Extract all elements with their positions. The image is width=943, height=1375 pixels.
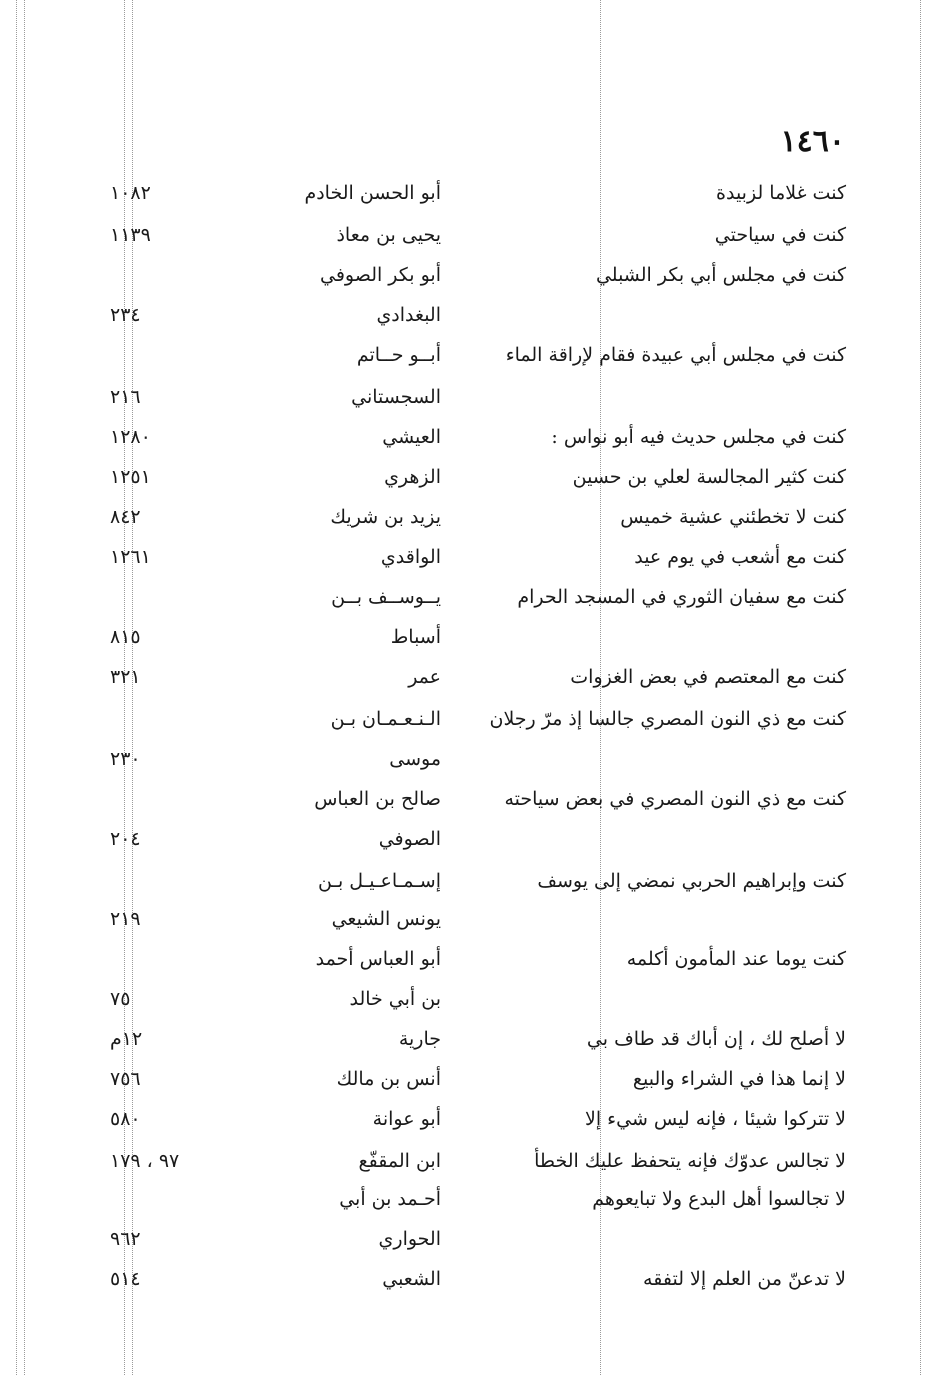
index-row — [0, 1224, 943, 1254]
index-row — [0, 340, 943, 370]
index-reference-number: ١٢م — [110, 1028, 143, 1050]
index-row — [0, 784, 943, 814]
index-row — [0, 1264, 943, 1294]
index-reference-number: ٢١٦ — [110, 386, 141, 408]
index-attribution: يحيى بن معاذ — [336, 224, 441, 246]
index-reference-number: ١٢٦١ — [110, 546, 151, 568]
index-row — [0, 824, 943, 854]
index-row — [0, 502, 943, 532]
index-phrase: كنت كثير المجالسة لعلي بن حسين — [572, 466, 846, 488]
index-reference-number: ٨٤٢ — [110, 506, 141, 528]
index-phrase: كنت في سياحتي — [714, 224, 846, 246]
index-reference-number: ١٢٨٠ — [110, 426, 151, 448]
index-phrase: لا إنما هذا في الشراء والبيع — [632, 1068, 846, 1090]
index-attribution: جارية — [398, 1028, 441, 1050]
index-reference-number: ٩٧ ، ١٧٩ — [110, 1150, 180, 1172]
index-phrase: كنت مع سفيان الثوري في المسجد الحرام — [517, 586, 846, 608]
index-row — [0, 422, 943, 452]
index-phrase: كنت وإبراهيم الحربي نمضي إلى يوسف — [537, 870, 846, 892]
index-attribution: البغدادي — [376, 304, 441, 326]
index-reference-number: ٧٥٦ — [110, 1068, 141, 1090]
index-attribution: أبو بكر الصوفي — [319, 264, 441, 286]
index-attribution: أنس بن مالك — [336, 1068, 441, 1090]
index-reference-number: ٢٠٤ — [110, 828, 141, 850]
index-phrase: كنت في مجلس أبي عبيدة فقام لإراقة الماء — [505, 344, 846, 366]
index-row — [0, 704, 943, 734]
index-attribution: العيشي — [382, 426, 441, 448]
index-phrase: لا تتركوا شيئا ، فإنه ليس شيء إلا — [585, 1108, 846, 1130]
index-attribution: الزهري — [384, 466, 441, 488]
index-row — [0, 984, 943, 1014]
index-row — [0, 178, 943, 208]
index-attribution: يــوســف بــن — [331, 586, 441, 608]
index-attribution: أسباط — [390, 626, 441, 648]
index-reference-number: ٩٦٢ — [110, 1228, 141, 1250]
index-row — [0, 260, 943, 290]
index-row — [0, 462, 943, 492]
index-row — [0, 944, 943, 974]
index-reference-number: ١١٣٩ — [110, 224, 151, 246]
index-reference-number: ٢٣٤ — [110, 304, 141, 326]
index-reference-number: ١٠٨٢ — [110, 182, 151, 204]
index-row — [0, 1024, 943, 1054]
index-phrase: لا تدعنّ من العلم إلا لتفقه — [643, 1268, 846, 1290]
index-attribution: عمر — [408, 666, 441, 688]
index-row — [0, 1184, 943, 1214]
index-reference-number: ٥٨٠ — [110, 1108, 141, 1130]
index-row — [0, 744, 943, 774]
index-phrase: لا تجالس عدوّك فإنه يتحفظ عليك الخطأ — [534, 1150, 846, 1172]
index-row — [0, 220, 943, 250]
index-row — [0, 542, 943, 572]
index-phrase: كنت يوما عند المأمون أكلمه — [626, 948, 846, 970]
index-reference-number: ٢٣٠ — [110, 748, 141, 770]
index-row — [0, 300, 943, 330]
index-row — [0, 1104, 943, 1134]
index-row — [0, 622, 943, 652]
index-reference-number: ٣٢١ — [110, 666, 141, 688]
page-number: ١٤٦٠ — [780, 124, 845, 159]
index-attribution: يونس الشيعي — [331, 908, 441, 930]
index-phrase: لا تجالسوا أهل البدع ولا تبايعوهم — [592, 1188, 846, 1210]
index-phrase: كنت مع ذي النون المصري جالسا إذ مرّ رجلان — [489, 708, 846, 730]
index-phrase: لا أصلح لك ، إن أباك قد طاف بي — [586, 1028, 846, 1050]
index-phrase: كنت مع المعتصم في بعض الغزوات — [570, 666, 846, 688]
index-phrase: كنت مع ذي النون المصري في بعض سياحته — [504, 788, 846, 810]
index-attribution: الواقدي — [380, 546, 441, 568]
index-attribution: الـنـعـمـان بـن — [330, 708, 441, 730]
index-attribution: الشعبي — [382, 1268, 441, 1290]
index-attribution: أبو عوانة — [372, 1108, 441, 1130]
index-attribution: أحـمد بن أبي — [339, 1188, 441, 1210]
index-row — [0, 904, 943, 934]
index-reference-number: ١٢٥١ — [110, 466, 151, 488]
index-attribution: صالح بن العباس — [314, 788, 441, 810]
index-attribution: بن أبي خالد — [349, 988, 441, 1010]
index-row — [0, 582, 943, 612]
index-reference-number: ٨١٥ — [110, 626, 141, 648]
index-phrase: كنت لا تخطئني عشية خميس — [620, 506, 846, 528]
index-row — [0, 662, 943, 692]
index-row — [0, 1146, 943, 1176]
index-attribution: الصوفي — [378, 828, 441, 850]
index-attribution: يزيد بن شريك — [330, 506, 441, 528]
index-phrase: كنت غلاما لزبيدة — [716, 182, 846, 204]
index-attribution: إسـمـاعـيـل بـن — [317, 870, 441, 892]
index-attribution: موسى — [389, 748, 441, 770]
index-phrase: كنت في مجلس حديث فيه أبو نواس : — [551, 426, 846, 448]
index-row — [0, 866, 943, 896]
index-attribution: أبو العباس أحمد — [315, 948, 441, 970]
index-attribution: أبــو حــاتم — [356, 344, 441, 366]
index-reference-number: ٢١٩ — [110, 908, 141, 930]
index-attribution: الحواري — [378, 1228, 441, 1250]
index-reference-number: ٧٥ — [110, 988, 131, 1010]
index-row — [0, 382, 943, 412]
index-phrase: كنت في مجلس أبي بكر الشبلي — [595, 264, 846, 286]
index-row — [0, 1064, 943, 1094]
index-attribution: أبو الحسن الخادم — [304, 182, 441, 204]
index-phrase: كنت مع أشعب في يوم عيد — [634, 546, 846, 568]
index-reference-number: ٥١٤ — [110, 1268, 141, 1290]
index-attribution: السجستاني — [351, 386, 441, 408]
index-attribution: ابن المقفّع — [358, 1150, 441, 1172]
